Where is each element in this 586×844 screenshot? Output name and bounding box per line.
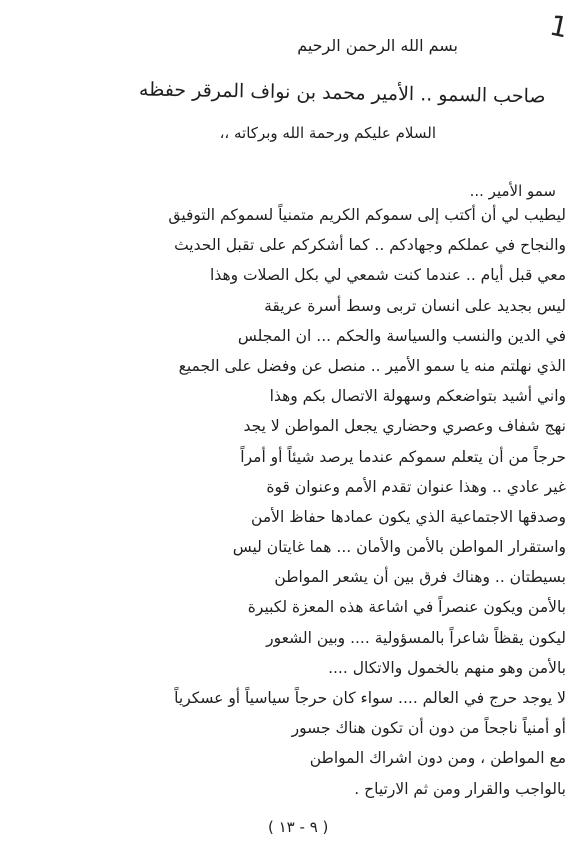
body-line: معي قبل أيام .. عندما كنت شمعي لي بكل الصلات وهذا <box>210 266 566 285</box>
body-line: والنجاح في عملكم وجهادكم .. كما أشكركم على تقبل الحديث <box>174 236 566 255</box>
recipient-address: صاحب السمو .. الأمير محمد بن نواف المرقر حفظه <box>139 78 547 108</box>
body-line: لا يوجد حرج في العالم .... سواء كان حرجاً سياسياً أو عسكرياً <box>174 689 566 707</box>
body-line: واستقرار المواطن بالأمن والأمان ... هما غايتان ليس <box>232 538 566 557</box>
body-line: غير عادي .. وهذا عنوان تقدم الأمم وعنوان قوة <box>266 477 566 496</box>
footer-page-number: ( ٩ - ١٣ ) <box>268 818 329 836</box>
body-line: بالأمن ويكون عنصراً في اشاعة هذه المعزة لكبيرة <box>247 598 566 617</box>
body-line: ليطيب لي أن أكتب إلى سموكم الكريم متمنياً لسموكم التوفيق <box>168 206 566 224</box>
body-line: الذي نهلتم منه يا سمو الأمير .. منصل عن وفضل على الجميع <box>178 356 566 375</box>
basmala: بسم الله الرحمن الرحيم <box>297 36 458 55</box>
body-line: نهج شفاف وعصري وحضاري يجعل المواطن لا يجد <box>243 417 566 436</box>
body-line: وصدقها الاجتماعية الذي يكون عمادها حفاظ الأمن <box>251 507 566 526</box>
body-line: حرجاً من أن يتعلم سموكم عندما يرصد شيئاً أو أمراً <box>240 447 566 466</box>
body-line: واني أشيد بتواضعكم وسهولة الاتصال بكم وهذا <box>269 387 566 406</box>
body-line: مع المواطن ، ومن دون اشراك المواطن <box>309 749 566 768</box>
greeting: السلام عليكم ورحمة الله وبركاته ،، <box>219 124 436 142</box>
body-line: بالواجب والقرار ومن ثم الارتياح . <box>354 779 566 798</box>
body-line: ليكون يقظاً شاعراً بالمسؤولية .... وبين الشعور <box>266 628 566 647</box>
page-mark: 1 <box>546 8 572 45</box>
body-line: أو أمنياً ناجحاً من دون أن تكون هناك جسور <box>291 719 566 738</box>
body-line: في الدين والنسب والسياسة والحكم ... ان المجلس <box>237 326 566 345</box>
letter-body <box>11 200 566 804</box>
body-line: ليس بجديد على انسان تربى وسط أسرة عريقة <box>264 296 566 315</box>
body-line: بسيطتان .. وهناك فرق بين أن يشعر المواطن <box>274 568 566 587</box>
body-line: بالأمن وهو منهم بالخمول والاتكال .... <box>328 658 566 677</box>
salutation: سمو الأمير ... <box>469 182 556 200</box>
